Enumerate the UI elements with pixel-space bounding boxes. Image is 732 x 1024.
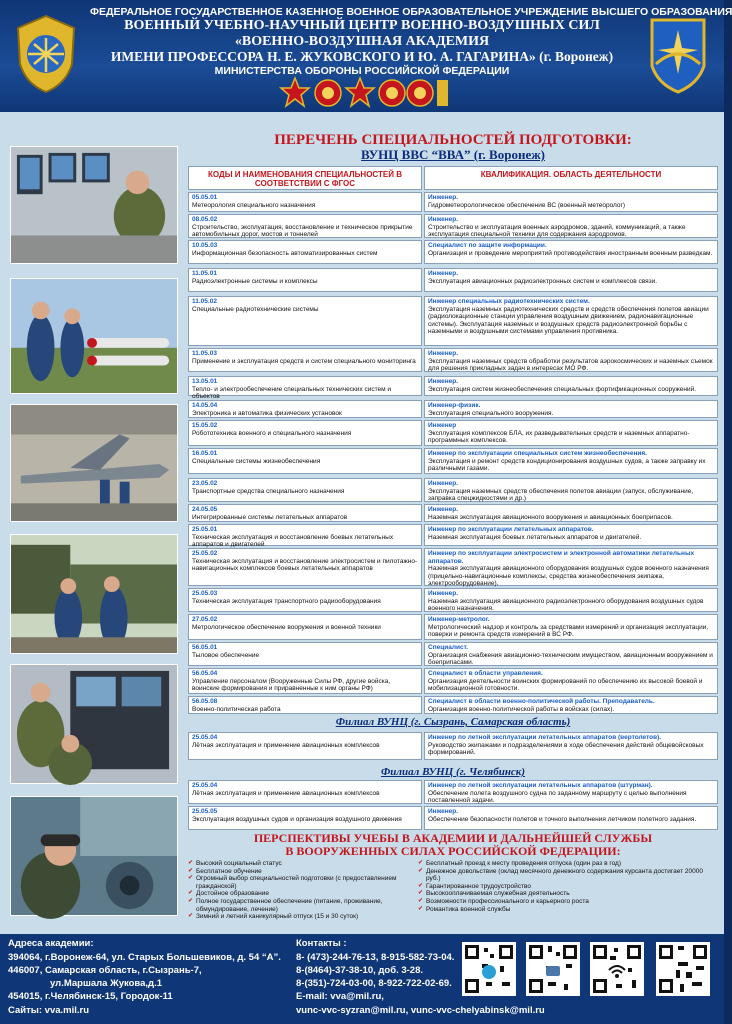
qualification-cell: [424, 268, 718, 292]
prospects-title-line-1: ПЕРСПЕКТИВЫ УЧЕБЫ В АКАДЕМИИ И ДАЛЬНЕЙШЕЙ СЛУЖБЫ: [253, 831, 653, 845]
table-row: [188, 478, 718, 502]
activity-area: Организация снабжения авиационно-техническим имуществом, авиационным вооружением и боеприпасами.: [428, 651, 713, 666]
specialty-name: Техническая эксплуатация транспортного радиооборудования: [192, 597, 381, 605]
prospects-title: [188, 832, 718, 858]
emblem-right-icon: [646, 14, 710, 94]
specialty-code: 25.05.05: [192, 808, 218, 815]
activity-area: Эксплуатация наземных средств обеспечения полетов авиации (запуск, обслуживание, заправка спецжидкостями и др.): [428, 487, 694, 502]
prospect-item: ✔ Романтика военной службы: [418, 906, 718, 914]
specialty-code: 56.05.01: [192, 644, 218, 651]
phone-syzran: 8-(8464)-37-38-10, доб. 3-28.: [296, 965, 424, 976]
activity-area: Организация и проведение мероприятий противодействия иностранным военным разведкам.: [428, 249, 713, 257]
specialty-name: Робототехника военного и специального назначения: [192, 429, 352, 437]
specialty-code: 11.05.02: [192, 298, 217, 305]
table-row: [188, 696, 718, 714]
qualification-cell: [424, 478, 718, 502]
specialty-code: 23.05.02: [192, 480, 218, 487]
table-row: [188, 732, 718, 760]
specialty-code: 13.05.01: [192, 378, 218, 385]
specialty-cell: [188, 420, 422, 446]
prospect-item: ✔ Зимний и летний каникулярный отпуск (15 и 30 суток): [188, 913, 412, 921]
qr-wifi-icon[interactable]: [590, 942, 644, 996]
qualification: Инженер: [428, 422, 457, 429]
activity-area: Эксплуатация и ремонт средств кондиционирования воздушных судов, а также заправку их различными газами.: [428, 457, 706, 472]
specialty-cell: [188, 478, 422, 502]
specialty-name: Радиоэлектронные системы и комплексы: [192, 277, 318, 285]
qualification-cell: [424, 504, 718, 522]
specialty-cell: [188, 192, 422, 212]
specialty-code: 08.05.02: [192, 216, 218, 223]
emblem-left-icon: [14, 14, 78, 94]
orders-icon: [280, 76, 450, 110]
qualification-cell: [424, 296, 718, 346]
specialty-cell: [188, 504, 422, 522]
qualification: Инженер.: [428, 378, 459, 385]
activity-area: Эксплуатация систем жизнеобеспечения специальных фортификационных сооружений.: [428, 385, 697, 393]
table-row: [188, 504, 718, 522]
qualification: Инженер.: [428, 808, 459, 815]
table-row: [188, 548, 718, 586]
col-header-qualification: КВАЛИФИКАЦИЯ. ОБЛАСТЬ ДЕЯТЕЛЬНОСТИ: [424, 166, 718, 190]
qualification-cell: [424, 240, 718, 264]
specialty-code: 10.05.03: [192, 242, 218, 249]
qualification: Специалист по защите информации.: [428, 242, 547, 249]
table-row: [188, 214, 718, 238]
prospects-title-line-2: В ВООРУЖЕННЫХ СИЛАХ РОССИЙСКОЙ ФЕДЕРАЦИИ:: [285, 844, 621, 858]
activity-area: Наземная эксплуатация авиационного оборудования воздушных судов военного назначения (прицельно-навигационные комплексы, средства жизнеобеспечения экипажа, электрооборудование).: [428, 565, 709, 587]
prospects-list-left: [188, 860, 412, 921]
table-row: [188, 668, 718, 694]
specialty-name: Строительство, эксплуатация, восстановление и техническое прикрытие автомобильных дорог, мостов и тоннелей: [192, 223, 413, 238]
header-line-4: ИМЕНИ ПРОФЕССОРА Н. Е. ЖУКОВСКОГО И Ю. А. ГАГАРИНА» (г. Воронеж): [110, 49, 614, 64]
specialty-cell: [188, 588, 422, 612]
qualification-cell: [424, 668, 718, 694]
qualification-cell: [424, 214, 718, 238]
qualification-cell: [424, 400, 718, 418]
qualification: Инженер по летной эксплуатации летательных аппаратов (штурман).: [428, 782, 653, 789]
prospect-item: ✔ Достойное образование: [188, 890, 412, 898]
qualification-cell: [424, 348, 718, 372]
prospect-item: ✔ Гарантированное трудоустройство: [418, 883, 718, 891]
specialty-cell: [188, 448, 422, 474]
activity-area: Наземная эксплуатация авиационного вооружения и авиационных боеприпасов.: [428, 513, 673, 521]
photo-missiles: [10, 278, 178, 394]
table-row: [188, 588, 718, 612]
qualification-cell: [424, 524, 718, 546]
specialty-cell: [188, 642, 422, 666]
address-syzran: 446007, Самарская область, г.Сызрань-7,: [8, 965, 202, 976]
activity-area: Обеспечение безопасности полетов и точного выполнения летчиком полетного задания.: [428, 815, 697, 823]
specialty-cell: [188, 524, 422, 546]
qualification-cell: [424, 192, 718, 212]
specialty-code: 11.05.03: [192, 350, 217, 357]
specialty-name: Лётная эксплуатация и применение авиационных комплексов: [192, 789, 380, 797]
specialty-cell: [188, 614, 422, 640]
specialty-cell: [188, 780, 422, 804]
activity-area: Эксплуатация авиационных радиоэлектронных систем и комплексов связи.: [428, 277, 658, 285]
footer: [0, 934, 724, 1024]
specialty-cell: [188, 240, 422, 264]
qualification: Инженер специальных радиотехнических систем.: [428, 298, 590, 305]
prospects-list-right: [418, 860, 718, 913]
specialty-name: Применение и эксплуатация средств и систем специального мониторинга: [192, 357, 416, 365]
prospect-item: ✔ Денежное довольствие (оклад месячного денежного содержания курсанта достигает 20000 руб.): [418, 868, 718, 883]
qualification-cell: [424, 588, 718, 612]
activity-area: Наземная эксплуатация авиационного радиоэлектронного оборудования воздушных судов военного назначения.: [428, 597, 704, 612]
sites-link[interactable]: Сайты: vva.mil.ru: [8, 1005, 90, 1016]
qualification: Инженер по летной эксплуатации летательных аппаратов (вертолетов).: [428, 734, 662, 741]
qualification: Специалист в области управления.: [428, 670, 543, 677]
specialty-name: Метеорология специального назначения: [192, 201, 316, 209]
qualification-cell: [424, 642, 718, 666]
list-title: ПЕРЕЧЕНЬ СПЕЦИАЛЬНОСТЕЙ ПОДГОТОВКИ:: [274, 132, 632, 148]
email-branches[interactable]: vunc-vvc-syzran@mil.ru, vunc-vvc-chelyabinsk@mil.ru: [296, 1005, 545, 1016]
specialty-code: 25.05.01: [192, 526, 218, 533]
prospect-item: ✔ Бесплатный проезд к месту проведения отпуска (один раз в год): [418, 860, 718, 868]
qualification: Инженер.: [428, 480, 459, 487]
phone-chelyabinsk: 8-(351)-724-03-00, 8-922-722-02-69.: [296, 978, 452, 989]
address-label: Адреса академии:: [8, 938, 94, 949]
header-line-2: ВОЕННЫЙ УЧЕБНО-НАУЧНЫЙ ЦЕНТР ВОЕННО-ВОЗДУШНЫХ СИЛ: [124, 18, 600, 33]
specialty-code: 05.05.01: [192, 194, 218, 201]
specialty-code: 14.05.04: [192, 402, 218, 409]
qualification: Инженер.: [428, 270, 459, 277]
specialty-name: Метрологическое обеспечение вооружения и военной техники: [192, 623, 381, 631]
activity-area: Организация деятельности воинских формирований по обеспечению их высокой боевой и мобилизационной готовности.: [428, 677, 703, 692]
photo-equipment-control: [10, 664, 178, 784]
specialty-code: 56.05.04: [192, 670, 218, 677]
specialty-name: Информационная безопасность автоматизированных систем: [192, 249, 378, 257]
table-row: [188, 296, 718, 346]
address-syzran-street: ул.Маршала Жукова,д.1: [50, 978, 163, 989]
table-row: [188, 376, 718, 400]
specialty-name: Техническая эксплуатация и восстановление электросистем и пилотажно-навигационных комплексов боевых летательных аппаратов: [192, 557, 418, 572]
qualification: Инженер.: [428, 506, 459, 513]
qualification-cell: [424, 732, 718, 760]
specialty-cell: [188, 806, 422, 830]
activity-area: Эксплуатация наземных радиотехнических средств и средств обеспечения полетов авиации (радиолокационные станции управления воздушным движением, радионавигационные системы). Эксплуатация наземных и воздушных средств радиоэлектронной борьбы с наземными и воздушными системами управления противника.: [428, 305, 709, 335]
address-chelyabinsk: 454015, г.Челябинск-15, Городок-11: [8, 991, 173, 1002]
qualification: Специалист в области военно-политической работы. Преподаватель.: [428, 698, 655, 705]
qualification-cell: [424, 806, 718, 830]
qr-telegram-icon[interactable]: [462, 942, 516, 996]
table-row: [188, 400, 718, 418]
header-line-5: МИНИСТЕРСТВА ОБОРОНЫ РОССИЙСКОЙ ФЕДЕРАЦИИ: [214, 65, 510, 77]
specialty-cell: [188, 548, 422, 586]
prospect-item: ✔ Полное государственное обеспечение (питание, проживание, обмундирование, лечение): [188, 898, 412, 913]
specialty-cell: [188, 296, 422, 346]
branch-title-syzran: Филиал ВУНЦ (г. Сызрань, Самарская область): [335, 716, 571, 728]
qualification-cell: [424, 548, 718, 586]
activity-area: Обеспечение полета воздушного судна по заданному маршруту с целью выполнения поставленной задачи.: [428, 789, 687, 804]
address-voronezh: 394064, г.Воронеж-64, ул. Старых Большевиков, д. 54 “А”.: [8, 952, 281, 963]
prospect-item: ✔ Бесплатное обучение: [188, 868, 412, 876]
table-row: [188, 780, 718, 804]
specialty-cell: [188, 696, 422, 714]
table-header: [188, 166, 718, 190]
photo-aircraft-hangar: [10, 404, 178, 522]
activity-area: Эксплуатация комплексов БЛА, их разведывательных средств и наземных аппаратно-программных комплексов.: [428, 429, 690, 444]
activity-area: Организация военно-политической работы в войсках (силах).: [428, 705, 615, 713]
header-line-3: «ВОЕННО-ВОЗДУШНАЯ АКАДЕМИЯ: [234, 34, 490, 49]
qualification: Инженер.: [428, 194, 459, 201]
header-line-1: ФЕДЕРАЛЬНОЕ ГОСУДАРСТВЕННОЕ КАЗЕННОЕ ВОЕННОЕ ОБРАЗОВАТЕЛЬНОЕ УЧРЕЖДЕНИЕ ВЫСШЕГО ОБРАЗОВАНИЯ: [90, 6, 732, 18]
phone-voronezh: 8- (473)-244-76-13, 8-915-582-73-04.: [296, 952, 455, 963]
specialty-cell: [188, 732, 422, 760]
qualification: Инженер.: [428, 216, 459, 223]
activity-area: Строительство и эксплуатация военных аэродромов, зданий, коммуникаций, а также эксплуатация специальной техники для содержания аэродромов.: [428, 223, 686, 238]
qualification: Инженер.: [428, 350, 459, 357]
specialty-name: Специальные системы жизнеобеспечения: [192, 457, 321, 465]
photo-computer-lab: [10, 146, 178, 264]
specialty-cell: [188, 348, 422, 372]
prospect-item: ✔ Высокий социальный статус: [188, 860, 412, 868]
table-row: [188, 420, 718, 446]
specialty-code: 15.05.02: [192, 422, 218, 429]
table-row: [188, 268, 718, 292]
table-row: [188, 642, 718, 666]
table-row: [188, 448, 718, 474]
specialty-code: 24.05.05: [192, 506, 218, 513]
specialty-cell: [188, 400, 422, 418]
specialty-code: 27.05.02: [192, 616, 218, 623]
specialty-name: Транспортные средства специального назначения: [192, 487, 345, 495]
activity-area: Эксплуатация специального вооружения.: [428, 409, 554, 417]
activity-area: Эксплуатация наземных средств обработки результатов аэрокосмических и наземных съемок для решения прикладных задач в интересах МО РФ.: [428, 357, 713, 372]
specialty-name: Специальные радиотехнические системы: [192, 305, 319, 313]
photo-vehicle-repair: [10, 534, 178, 654]
table-row: [188, 348, 718, 372]
prospect-item: ✔ Огромный выбор специальностей подготовки (с предоставлением гражданской): [188, 875, 412, 890]
specialty-name: Интегрированные системы летательных аппаратов: [192, 513, 348, 521]
qr-vk-icon[interactable]: [526, 942, 580, 996]
branch-title-chelyabinsk: Филиал ВУНЦ (г. Челябинск): [380, 766, 526, 778]
qualification: Инженер.: [428, 590, 459, 597]
specialty-name: Управление персоналом (Вооруженные Силы РФ, другие войска, воинские формирования и приравненные к ним органы РФ): [192, 677, 391, 692]
specialty-name: Техническая эксплуатация и восстановление боевых летательных аппаратов и двигателей: [192, 533, 394, 548]
specialty-name: Эксплуатация воздушных судов и организация воздушного движения: [192, 815, 402, 823]
prospect-item: ✔ Возможности профессионального и карьерного роста: [418, 898, 718, 906]
specialty-code: 11.05.01: [192, 270, 217, 277]
specialty-cell: [188, 668, 422, 694]
table-row: [188, 614, 718, 640]
prospect-item: ✔ Высокооплачиваемая служебная деятельность: [418, 890, 718, 898]
table-row: [188, 192, 718, 212]
specialty-code: 25.05.04: [192, 734, 218, 741]
specialty-code: 56.05.08: [192, 698, 218, 705]
header: [0, 0, 732, 112]
email-main[interactable]: E-mail: vva@mil.ru,: [296, 991, 384, 1002]
table-row: [188, 240, 718, 264]
activity-area: Метрологический надзор и контроль за средствами измерений и организация эксплуатации, поверки и ремонта средств измерений в ВС РФ.: [428, 623, 709, 638]
contacts-label: Контакты :: [296, 938, 347, 949]
specialty-code: 25.05.02: [192, 550, 218, 557]
activity-area: Гидрометеорологическое обеспечение ВС (военный метеоролог): [428, 201, 626, 209]
specialty-name: Тыловое обеспечение: [192, 651, 260, 659]
qualification-cell: [424, 780, 718, 804]
qualification-cell: [424, 420, 718, 446]
specialty-code: 16.05.01: [192, 450, 218, 457]
table-row: [188, 806, 718, 830]
activity-area: Наземная эксплуатация боевых летательных аппаратов и двигателей.: [428, 533, 642, 541]
qr-code-icon[interactable]: [656, 942, 710, 996]
photo-cockpit: [10, 796, 178, 916]
table-row: [188, 524, 718, 546]
activity-area: Руководство экипажами и подразделениями в ходе обеспечения действий общевойсковых формирований.: [428, 741, 704, 756]
qualification: Инженер по эксплуатации летательных аппаратов.: [428, 526, 594, 533]
specialty-code: 25.05.03: [192, 590, 218, 597]
qualification: Инженер по эксплуатации специальных систем жизнеобеспечения.: [428, 450, 647, 457]
specialty-name: Военно-политическая работа: [192, 705, 281, 713]
specialty-name: Электроника и автоматика физических установок: [192, 409, 342, 417]
specialty-cell: [188, 214, 422, 238]
qualification-cell: [424, 448, 718, 474]
specialty-cell: [188, 268, 422, 292]
qualification-cell: [424, 376, 718, 396]
qualification-cell: [424, 696, 718, 714]
qualification: Инженер-метролог.: [428, 616, 490, 623]
specialty-code: 25.05.04: [192, 782, 218, 789]
specialty-cell: [188, 376, 422, 400]
qualification: Специалист.: [428, 644, 468, 651]
qualification: Инженер-физик.: [428, 402, 481, 409]
list-subtitle: ВУНЦ ВВС “ВВА” (г. Воронеж): [361, 147, 545, 162]
qualification: Инженер по эксплуатации электросистем и электронной автоматики летательных аппаратов.: [428, 550, 695, 565]
qualification-cell: [424, 614, 718, 640]
col-header-codes: КОДЫ И НАИМЕНОВАНИЯ СПЕЦИАЛЬНОСТЕЙ В СООТВЕТСТВИИ С ФГОС: [188, 166, 422, 190]
specialty-name: Тепло- и электрообеспечение специальных технических систем и объектов: [192, 385, 392, 400]
specialty-name: Лётная эксплуатация и применение авиационных комплексов: [192, 741, 380, 749]
